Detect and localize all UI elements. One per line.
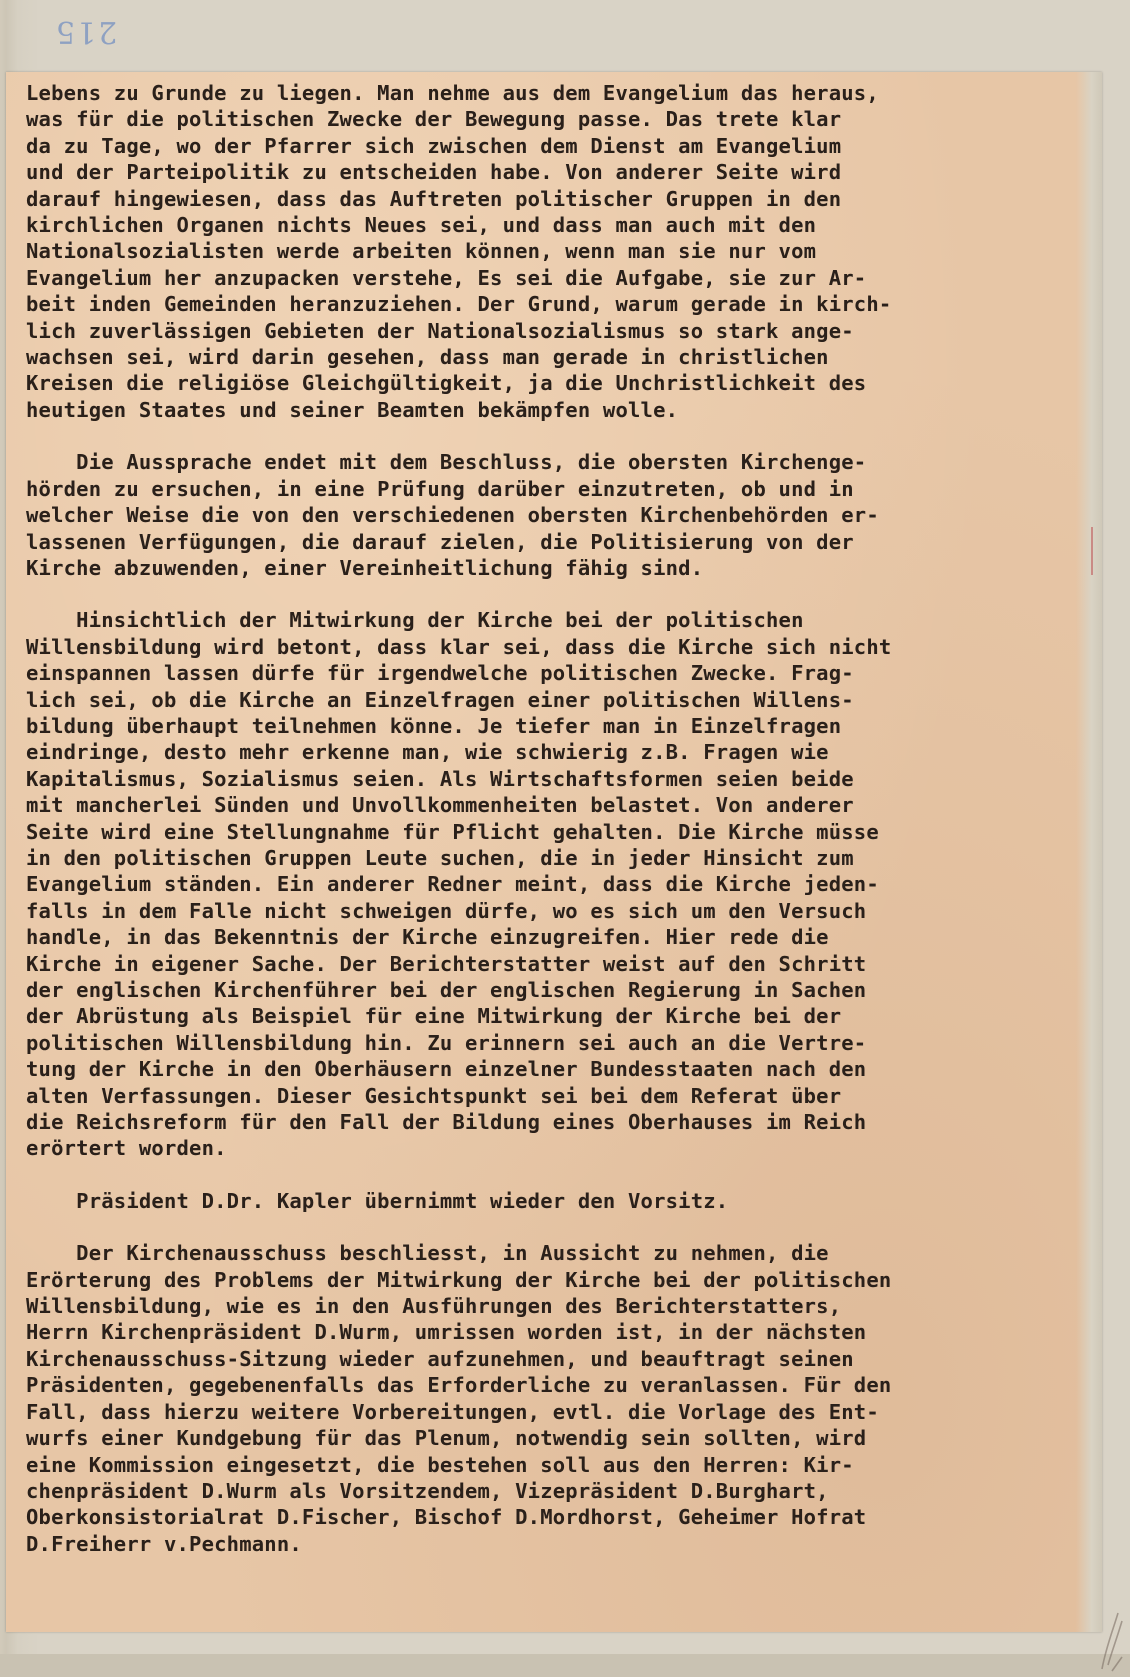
text-line: Willensbildung, wie es in den Ausführungen des Berichterstatters,	[26, 1294, 842, 1319]
text-line: lich sei, ob die Kirche an Einzelfragen einer politischen Willens-	[26, 687, 854, 712]
text-line: einspannen lassen dürfe für irgendwelche politischen Zwecke. Frag-	[26, 661, 854, 686]
text-line: darauf hingewiesen, dass das Auftreten politischer Gruppen in den	[26, 186, 842, 211]
text-line: Willensbildung wird betont, dass klar sei, dass die Kirche sich nicht	[26, 634, 892, 659]
text-line: Seite wird eine Stellungnahme für Pflicht gehalten. Die Kirche müsse	[26, 819, 879, 844]
text-line: Kirchenausschuss-Sitzung wieder aufzunehmen, und beauftragt seinen	[26, 1346, 854, 1371]
paragraph-4	[26, 1188, 1066, 1214]
page-edge	[1076, 72, 1102, 1632]
paragraph-gap	[26, 581, 1066, 607]
text-line: handle, in das Bekenntnis der Kirche einzugreifen. Hier rede die	[26, 925, 829, 950]
text-line: politischen Willensbildung hin. Zu erinnern sei auch an die Vertre-	[26, 1030, 867, 1055]
text-line: Herrn Kirchenpräsident D.Wurm, umrissen worden ist, in der nächsten	[26, 1320, 867, 1345]
text-line: Kirche abzuwenden, einer Vereinheitlichung fähig sind.	[26, 555, 704, 580]
text-line: Nationalsozialisten werde arbeiten können, wenn man sie nur vom	[26, 239, 817, 264]
text-line: Kirche in eigener Sache. Der Berichterstatter weist auf den Schritt	[26, 951, 867, 976]
paragraph-gap	[26, 423, 1066, 449]
text-line: alten Verfassungen. Dieser Gesichtspunkt sei bei dem Referat über	[26, 1083, 842, 1108]
text-line: eine Kommission eingesetzt, die bestehen soll aus den Herren: Kir-	[26, 1452, 854, 1477]
document-page	[6, 72, 1102, 1632]
text-line: Kapitalismus, Sozialismus seien. Als Wirtschaftsformen seien beide	[26, 766, 854, 791]
paragraph-gap	[26, 1214, 1066, 1240]
text-line: welcher Weise die von den verschiedenen obersten Kirchenbehörden er-	[26, 503, 879, 528]
paragraph-2	[26, 449, 1066, 581]
text-line: mit mancherlei Sünden und Unvollkommenheiten belastet. Von anderer	[26, 793, 854, 818]
text-line: und der Parteipolitik zu entscheiden habe. Von anderer Seite wird	[26, 160, 842, 185]
text-line: lassenen Verfügungen, die darauf zielen, die Politisierung von der	[26, 529, 854, 554]
text-line: eindringe, desto mehr erkenne man, wie schwierig z.B. Fragen wie	[26, 740, 829, 765]
text-line: was für die politischen Zwecke der Bewegung passe. Das trete klar	[26, 107, 842, 132]
text-line: Kreisen die religiöse Gleichgültigkeit, ja die Unchristlichkeit des	[26, 371, 867, 396]
text-line: Präsidenten, gegebenenfalls das Erforderliche zu veranlassen. Für den	[26, 1373, 892, 1398]
text-line: Oberkonsistorialrat D.Fischer, Bischof D.Mordhorst, Geheimer Hofrat	[26, 1505, 867, 1530]
text-line: Der Kirchenausschuss beschliesst, in Aussicht zu nehmen, die	[26, 1241, 829, 1266]
text-line: wachsen sei, wird darin gesehen, dass man gerade in christlichen	[26, 345, 829, 370]
text-line: falls in dem Falle nicht schweigen dürfe, wo es sich um den Versuch	[26, 898, 867, 923]
text-line: in den politischen Gruppen Leute suchen, die in jeder Hinsicht zum	[26, 845, 854, 870]
pencil-signature-mark	[1092, 1607, 1130, 1677]
folio-number: 215	[54, 14, 118, 49]
text-line: der englischen Kirchenführer bei der englischen Regierung in Sachen	[26, 978, 867, 1002]
text-line: da zu Tage, wo der Pfarrer sich zwischen dem Dienst am Evangelium	[26, 133, 842, 158]
text-line: bildung überhaupt teilnehmen könne. Je tiefer man in Einzelfragen	[26, 713, 842, 738]
text-line: Die Aussprache endet mit dem Beschluss, die obersten Kirchenge-	[26, 450, 867, 475]
paragraph-gap	[26, 1162, 1066, 1188]
text-line: Präsident D.Dr. Kapler übernimmt wieder den Vorsitz.	[26, 1188, 729, 1213]
text-line: erörtert worden.	[26, 1136, 227, 1161]
text-line: beit inden Gemeinden heranzuziehen. Der Grund, warum gerade in kirch-	[26, 292, 892, 317]
margin-mark	[1091, 527, 1093, 575]
text-line: der Abrüstung als Beispiel für eine Mitwirkung der Kirche bei der	[26, 1004, 842, 1029]
text-line: chenpräsident D.Wurm als Vorsitzendem, Vizepräsident D.Burghart,	[26, 1478, 829, 1503]
text-line: Lebens zu Grunde zu liegen. Man nehme aus dem Evangelium das heraus,	[26, 81, 879, 105]
paragraph-5	[26, 1240, 1066, 1557]
paragraph-1	[26, 80, 1066, 423]
text-line: kirchlichen Organen nichts Neues sei, und dass man auch mit den	[26, 213, 817, 238]
text-line: D.Freiherr v.Pechmann.	[26, 1531, 302, 1556]
text-line: hörden zu ersuchen, in eine Prüfung darüber einzutreten, ob und in	[26, 476, 854, 501]
text-line: lich zuverlässigen Gebieten der Nationalsozialismus so stark ange-	[26, 318, 854, 343]
text-line: wurfs einer Kundgebung für das Plenum, notwendig sein sollten, wird	[26, 1426, 867, 1451]
text-line: Hinsichtlich der Mitwirkung der Kirche bei der politischen	[26, 608, 804, 633]
paragraph-3	[26, 607, 1066, 1162]
text-line: Evangelium her anzupacken verstehe, Es sei die Aufgabe, sie zur Ar-	[26, 265, 867, 290]
text-line: heutigen Staates und seiner Beamten bekämpfen wolle.	[26, 397, 679, 422]
text-line: Evangelium ständen. Ein anderer Redner meint, dass die Kirche jeden-	[26, 872, 879, 897]
text-line: Fall, dass hierzu weitere Vorbereitungen, evtl. die Vorlage des Ent-	[26, 1399, 879, 1424]
text-line: tung der Kirche in den Oberhäusern einzelner Bundesstaaten nach den	[26, 1057, 867, 1082]
text-line: die Reichsreform für den Fall der Bildung eines Oberhauses im Reich	[26, 1110, 867, 1135]
text-line: Erörterung des Problems der Mitwirkung der Kirche bei der politischen	[26, 1267, 892, 1292]
document-body	[26, 80, 1066, 1557]
